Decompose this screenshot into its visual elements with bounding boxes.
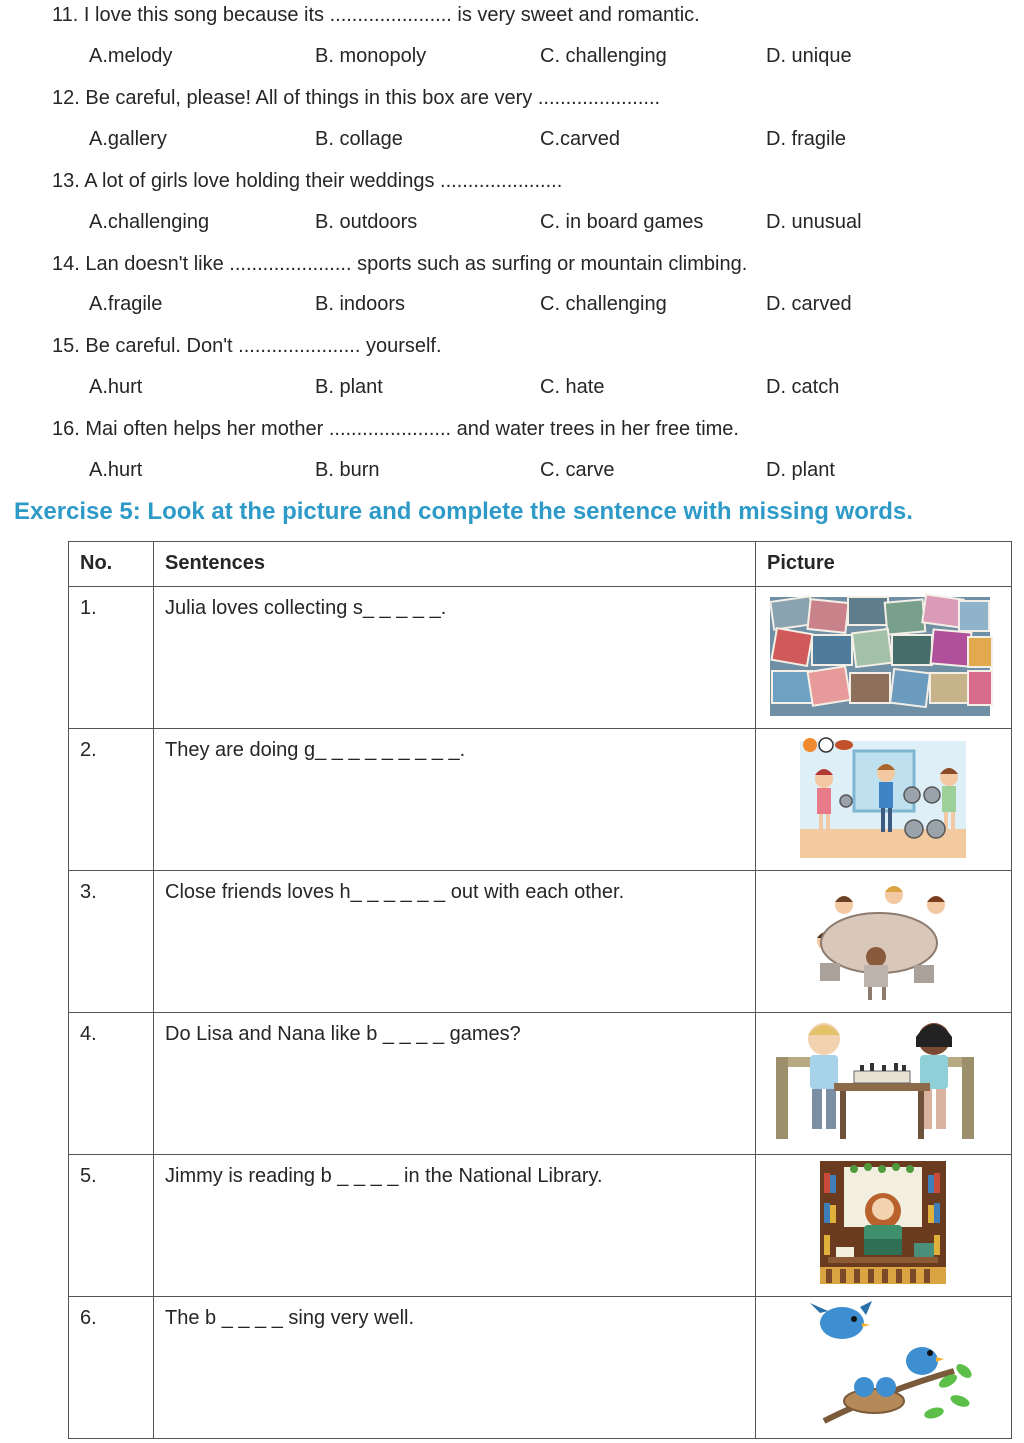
question-prompt: 11. I love this song because its ...................... is very sweet and romantic.: [52, 4, 700, 26]
header-picture: Picture: [756, 542, 1012, 587]
row-sentence[interactable]: Close friends loves h_ _ _ _ _ _ out with each other.: [154, 871, 756, 1013]
row-sentence[interactable]: The b _ _ _ _ sing very well.: [154, 1297, 756, 1439]
question-prompt: 16. Mai often helps her mother ...................... and water trees in her free time.: [52, 418, 739, 440]
table-row: [69, 729, 1012, 871]
table-row: [69, 587, 1012, 729]
row-sentence[interactable]: Do Lisa and Nana like b _ _ _ _ games?: [154, 1013, 756, 1155]
option-c[interactable]: C. challenging: [540, 45, 667, 67]
option-b[interactable]: B. monopoly: [315, 45, 427, 67]
option-b[interactable]: B. burn: [315, 459, 380, 481]
friends-table-picture: [764, 875, 1004, 1000]
exercise-title: Exercise 5: Look at the picture and complete the sentence with missing words.: [14, 498, 913, 525]
stamps-collection-picture: [764, 591, 1004, 716]
table-row: [69, 871, 1012, 1013]
row-number: 4.: [69, 1013, 154, 1155]
option-a[interactable]: A.melody: [89, 45, 173, 67]
option-d[interactable]: D. fragile: [766, 128, 847, 150]
table-row: [69, 1013, 1012, 1155]
row-number: 3.: [69, 871, 154, 1013]
row-number: 2.: [69, 729, 154, 871]
option-b[interactable]: B. plant: [315, 376, 383, 398]
answer-options: [0, 126, 1024, 152]
row-number: 1.: [69, 587, 154, 729]
question-prompt: 15. Be careful. Don't ...................... yourself.: [52, 335, 442, 357]
row-sentence[interactable]: Jimmy is reading b _ _ _ _ in the National Library.: [154, 1155, 756, 1297]
row-number: 6.: [69, 1297, 154, 1439]
exercise-table: [68, 541, 1012, 1439]
option-d[interactable]: D. catch: [766, 376, 840, 398]
option-b[interactable]: B. indoors: [315, 293, 406, 315]
library-reader-picture: [764, 1159, 1004, 1284]
answer-options: [0, 43, 1024, 69]
table-row: [69, 1155, 1012, 1297]
option-b[interactable]: B. outdoors: [315, 211, 418, 233]
answer-options: [0, 457, 1024, 483]
option-d[interactable]: D. carved: [766, 293, 852, 315]
option-a[interactable]: A.gallery: [89, 128, 167, 150]
gym-kids-picture: [764, 733, 1004, 858]
question-prompt: 13. A lot of girls love holding their weddings ......................: [52, 170, 563, 192]
birds-nest-picture: [764, 1301, 1004, 1426]
option-a[interactable]: A.fragile: [89, 293, 163, 315]
answer-options: [0, 209, 1024, 235]
option-a[interactable]: A.hurt: [89, 376, 143, 398]
header-no: No.: [69, 542, 154, 587]
option-d[interactable]: D. unusual: [766, 211, 862, 233]
option-c[interactable]: C. hate: [540, 376, 605, 398]
option-a[interactable]: A.challenging: [89, 211, 210, 233]
option-a[interactable]: A.hurt: [89, 459, 143, 481]
header-sentences: Sentences: [154, 542, 756, 587]
option-c[interactable]: C. carve: [540, 459, 615, 481]
answer-options: [0, 291, 1024, 317]
question-prompt: 12. Be careful, please! All of things in this box are very ......................: [52, 87, 661, 109]
option-d[interactable]: D. unique: [766, 45, 852, 67]
table-row: [69, 1297, 1012, 1439]
option-c[interactable]: C.carved: [540, 128, 621, 150]
question-prompt: 14. Lan doesn't like ...................... sports such as surfing or mountain climbing.: [52, 253, 748, 275]
board-game-kids-picture: [764, 1017, 1004, 1142]
row-sentence[interactable]: Julia loves collecting s_ _ _ _ _.: [154, 587, 756, 729]
row-sentence[interactable]: They are doing g_ _ _ _ _ _ _ _ _.: [154, 729, 756, 871]
table-header-row: [69, 542, 1012, 587]
option-c[interactable]: C. challenging: [540, 293, 667, 315]
option-d[interactable]: D. plant: [766, 459, 835, 481]
option-b[interactable]: B. collage: [315, 128, 403, 150]
option-c[interactable]: C. in board games: [540, 211, 704, 233]
row-number: 5.: [69, 1155, 154, 1297]
answer-options: [0, 374, 1024, 400]
